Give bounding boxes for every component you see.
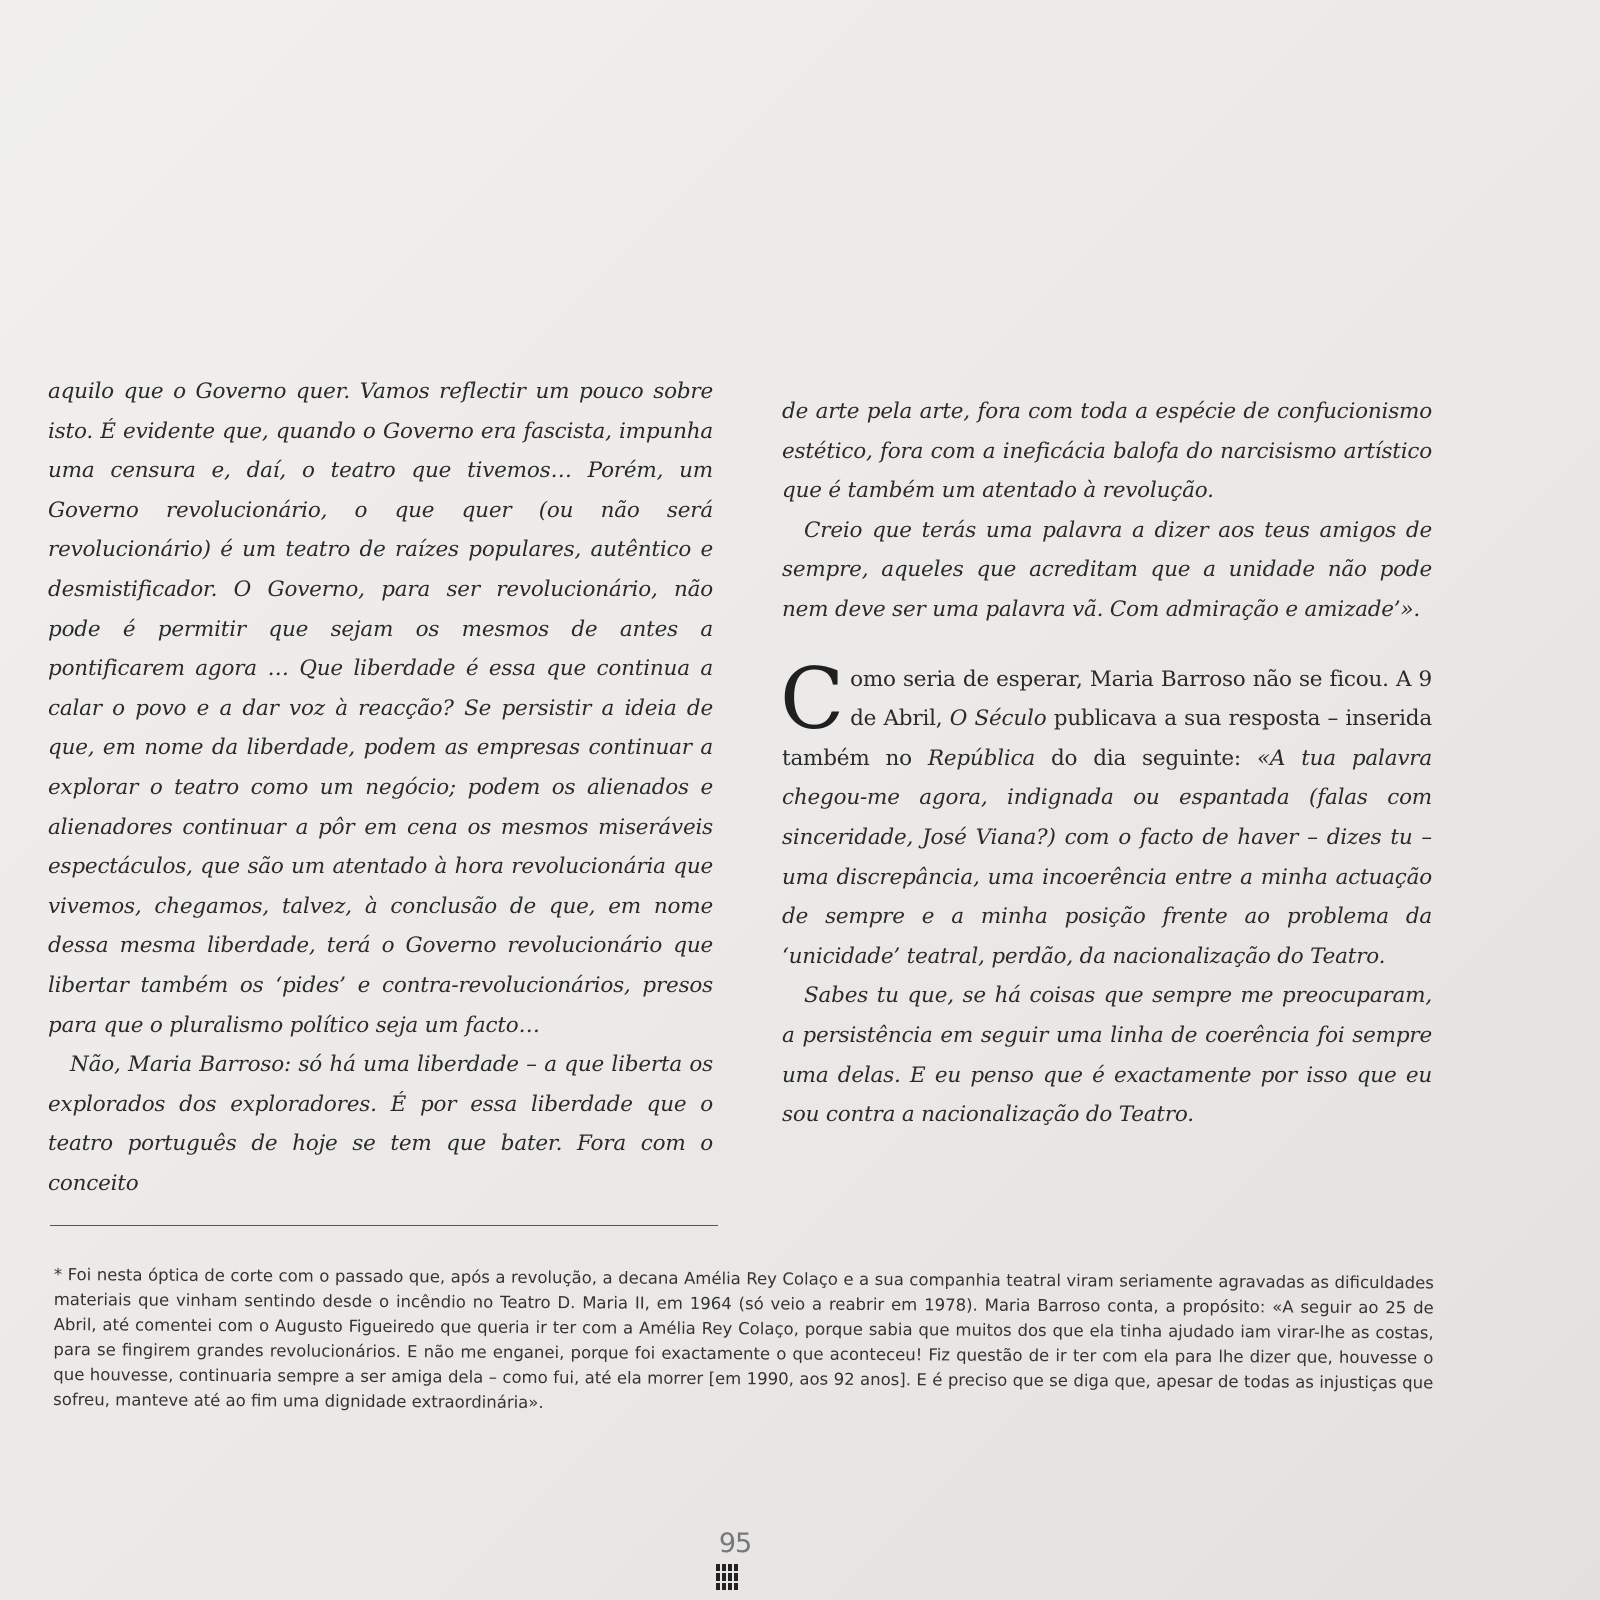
quoted-letter: «A tua palavra chegou-me agora, indignada ou espantada (falas com sinceridade, José Viana?) com o facto de haver – dizes tu – uma discrepância, uma incoerência entre a minha actuação de sempre e a minha posição frente ao problema da ‘unicidade’ teatral, perdão, da nacionalização do Teatro.: [782, 745, 1432, 969]
drop-cap: C: [780, 649, 845, 748]
text-segment: publicava a sua resposta – inserida também no: [782, 706, 1432, 771]
paragraph: Creio que terás uma palavra a dizer aos teus amigos de sempre, aqueles que acreditam que a unidade não pode nem deve ser uma palavra vã. Com admiração e amizade’».: [782, 517, 1432, 622]
right-text-column: [782, 392, 1432, 1135]
paragraph: de arte pela arte, fora com toda a espécie de confucionismo estético, fora com a ineficácia balofa do narcisismo artístico que é também um atentado à revolução.: [782, 399, 1432, 504]
paragraph: Sabes tu que, se há coisas que sempre me preocuparam, a persistência em seguir uma linha de coerência foi sempre uma delas. E eu penso que é exactamente por isso que eu sou contra a nacionalização do Teatro.: [782, 983, 1432, 1128]
paragraph: Não, Maria Barroso: só há uma liberdade – a que liberta os explorados dos exploradores. É por essa liberdade que o teatro português de hoje se tem que bater. Fora com o conceito: [48, 1052, 713, 1196]
footnote: * Foi nesta óptica de corte com o passado que, após a revolução, a decana Amélia Rey Colaço e a sua companhia teatral viram seriamente agravadas as dificuldades materiais que vinham sentindo desde o incêndio no Teatro D. Maria II, em 1964 (só veio a reabrir em 1978). Maria Barroso conta, a propósito: «A seguir ao 25 de Abril, até comentei com o Augusto Figueiredo que queria ir ter com a Amélia Rey Colaço, porque sabia que muitos dos que ela tinha ajudado iam virar-lhe as costas, para se fingirem grandes revolucionários. E não me enganei, porque foi exactamente o que aconteceu! Fiz questão de ir ter com ela para lhe dizer que, houvesse o que houvesse, continuaria sempre a ser amiga dela – como fui, até ela morrer [em 1990, aos 92 anos]. E é preciso que se diga que, apesar de todas as injustiças que sofreu, manteve até ao fim uma dignidade extraordinária».: [53, 1265, 1434, 1412]
publication-title: O Século: [949, 706, 1047, 732]
publisher-logo-icon: [716, 1564, 738, 1590]
paragraph: aquilo que o Governo quer. Vamos reflectir um pouco sobre isto. É evidente que, quando o Governo era fascista, impunha uma censura e, daí, o teatro que tivemos… Porém, um Governo revolucionário, o que quer (ou não será revolucionário) é um teatro de raízes populares, autêntico e desmistificador. O Governo, para ser revolucionário, não pode é permitir que sejam os mesmos de antes a pontificarem agora … Que liberdade é essa que continua a calar o povo e a dar voz à reacção? Se persistir a ideia de que, em nome da liberdade, podem as empresas continuar a explorar o teatro como um negócio; podem os alienados e alienadores continuar a pôr em cena os mesmos miseráveis espectáculos, que são um atentado à hora revolucionária que vivemos, chegamos, talvez, à conclusão de que, em nome dessa mesma liberdade, terá o Governo revolucionário que libertar também os ‘pides’ e contra-revolucionários, presos para que o pluralismo político seja um facto…: [48, 379, 713, 1038]
left-text-column: [48, 372, 713, 1203]
paragraph-with-dropcap: [780, 649, 1432, 977]
text-segment: do dia seguinte:: [1034, 745, 1257, 771]
text-segment: omo seria de esperar, Maria Barroso não se ficou. A 9 de Abril,: [850, 666, 1432, 732]
publication-title: República: [927, 745, 1035, 771]
footnote-divider: [50, 1225, 718, 1226]
page-number: 95: [718, 1528, 752, 1559]
